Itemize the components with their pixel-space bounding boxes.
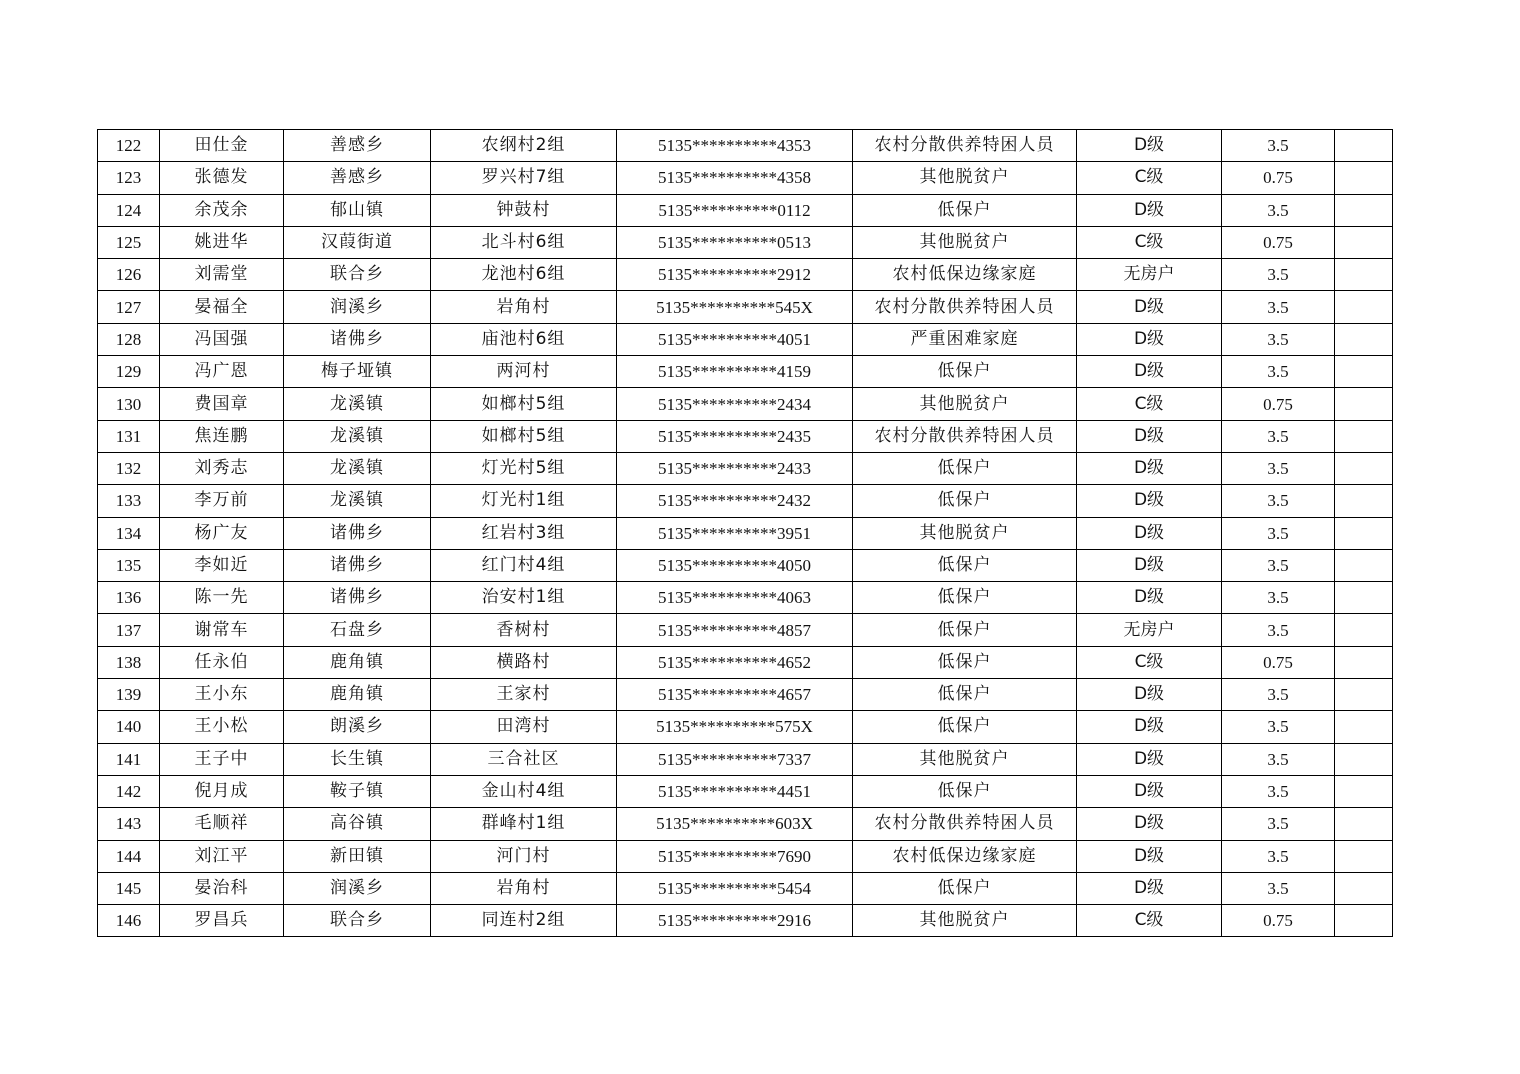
cell-category: 低保户 (853, 582, 1077, 614)
cell-name: 罗昌兵 (160, 905, 284, 937)
cell-serial-number: 124 (98, 194, 160, 226)
cell-category: 农村低保边缘家庭 (853, 840, 1077, 872)
cell-serial-number: 134 (98, 517, 160, 549)
cell-name: 杨广友 (160, 517, 284, 549)
cell-village: 灯光村5组 (431, 452, 617, 484)
table-row (98, 711, 1393, 743)
cell-category: 低保户 (853, 872, 1077, 904)
cell-name: 费国章 (160, 388, 284, 420)
cell-note (1335, 259, 1393, 291)
table-row (98, 259, 1393, 291)
table-row (98, 356, 1393, 388)
cell-town: 联合乡 (284, 905, 431, 937)
cell-village: 如榔村5组 (431, 420, 617, 452)
cell-name: 冯国强 (160, 323, 284, 355)
cell-grade: 无房户 (1077, 614, 1222, 646)
cell-village: 龙池村6组 (431, 259, 617, 291)
table-row (98, 549, 1393, 581)
cell-grade: C级 (1077, 162, 1222, 194)
table-row (98, 872, 1393, 904)
table-row (98, 743, 1393, 775)
cell-id-number: 5135**********4857 (617, 614, 853, 646)
cell-id-number: 5135**********4063 (617, 582, 853, 614)
cell-village: 香树村 (431, 614, 617, 646)
cell-village: 王家村 (431, 679, 617, 711)
cell-grade: D级 (1077, 130, 1222, 162)
cell-id-number: 5135**********2912 (617, 259, 853, 291)
cell-town: 汉葭街道 (284, 226, 431, 258)
cell-category: 低保户 (853, 775, 1077, 807)
cell-grade: D级 (1077, 452, 1222, 484)
cell-id-number: 5135**********2916 (617, 905, 853, 937)
cell-category: 低保户 (853, 194, 1077, 226)
cell-id-number: 5135**********603X (617, 808, 853, 840)
cell-serial-number: 146 (98, 905, 160, 937)
cell-name: 冯广恩 (160, 356, 284, 388)
table-body (98, 130, 1393, 937)
cell-category: 农村低保边缘家庭 (853, 259, 1077, 291)
table-row (98, 226, 1393, 258)
cell-category: 其他脱贫户 (853, 162, 1077, 194)
cell-grade: D级 (1077, 872, 1222, 904)
cell-id-number: 5135**********4451 (617, 775, 853, 807)
cell-amount: 0.75 (1222, 162, 1335, 194)
cell-category: 低保户 (853, 452, 1077, 484)
cell-category: 低保户 (853, 614, 1077, 646)
cell-serial-number: 129 (98, 356, 160, 388)
cell-grade: D级 (1077, 420, 1222, 452)
cell-category: 其他脱贫户 (853, 226, 1077, 258)
cell-name: 晏福全 (160, 291, 284, 323)
cell-note (1335, 614, 1393, 646)
cell-village: 同连村2组 (431, 905, 617, 937)
cell-grade: D级 (1077, 743, 1222, 775)
cell-town: 诸佛乡 (284, 323, 431, 355)
cell-id-number: 5135**********4051 (617, 323, 853, 355)
cell-grade: D级 (1077, 323, 1222, 355)
cell-amount: 0.75 (1222, 388, 1335, 420)
cell-village: 北斗村6组 (431, 226, 617, 258)
cell-village: 庙池村6组 (431, 323, 617, 355)
cell-serial-number: 130 (98, 388, 160, 420)
cell-town: 润溪乡 (284, 872, 431, 904)
cell-village: 如榔村5组 (431, 388, 617, 420)
cell-village: 罗兴村7组 (431, 162, 617, 194)
table-row (98, 130, 1393, 162)
cell-id-number: 5135**********4657 (617, 679, 853, 711)
cell-town: 善感乡 (284, 162, 431, 194)
cell-id-number: 5135**********2435 (617, 420, 853, 452)
cell-name: 姚进华 (160, 226, 284, 258)
table-row (98, 388, 1393, 420)
table-row (98, 194, 1393, 226)
cell-amount: 0.75 (1222, 646, 1335, 678)
cell-id-number: 5135**********7690 (617, 840, 853, 872)
cell-note (1335, 743, 1393, 775)
cell-category: 低保户 (853, 356, 1077, 388)
cell-amount: 3.5 (1222, 323, 1335, 355)
cell-town: 诸佛乡 (284, 517, 431, 549)
cell-village: 河门村 (431, 840, 617, 872)
cell-note (1335, 582, 1393, 614)
cell-serial-number: 133 (98, 485, 160, 517)
cell-village: 红岩村3组 (431, 517, 617, 549)
cell-note (1335, 549, 1393, 581)
cell-serial-number: 135 (98, 549, 160, 581)
cell-note (1335, 808, 1393, 840)
cell-serial-number: 122 (98, 130, 160, 162)
table-row (98, 808, 1393, 840)
cell-amount: 3.5 (1222, 743, 1335, 775)
cell-serial-number: 138 (98, 646, 160, 678)
cell-note (1335, 517, 1393, 549)
cell-serial-number: 125 (98, 226, 160, 258)
cell-serial-number: 126 (98, 259, 160, 291)
cell-name: 刘江平 (160, 840, 284, 872)
cell-id-number: 5135**********3951 (617, 517, 853, 549)
cell-amount: 3.5 (1222, 291, 1335, 323)
cell-village: 金山村4组 (431, 775, 617, 807)
table-row (98, 323, 1393, 355)
cell-note (1335, 162, 1393, 194)
cell-category: 低保户 (853, 646, 1077, 678)
cell-name: 田仕金 (160, 130, 284, 162)
table-row (98, 485, 1393, 517)
cell-serial-number: 123 (98, 162, 160, 194)
cell-town: 龙溪镇 (284, 420, 431, 452)
cell-id-number: 5135**********4652 (617, 646, 853, 678)
cell-town: 润溪乡 (284, 291, 431, 323)
cell-town: 龙溪镇 (284, 388, 431, 420)
cell-note (1335, 840, 1393, 872)
cell-town: 鹿角镇 (284, 679, 431, 711)
cell-amount: 3.5 (1222, 356, 1335, 388)
cell-grade: D级 (1077, 711, 1222, 743)
cell-name: 张德发 (160, 162, 284, 194)
data-table (97, 129, 1393, 937)
cell-village: 治安村1组 (431, 582, 617, 614)
cell-village: 灯光村1组 (431, 485, 617, 517)
cell-note (1335, 646, 1393, 678)
cell-village: 三合社区 (431, 743, 617, 775)
cell-serial-number: 145 (98, 872, 160, 904)
cell-category: 农村分散供养特困人员 (853, 808, 1077, 840)
cell-id-number: 5135**********2434 (617, 388, 853, 420)
cell-village: 田湾村 (431, 711, 617, 743)
cell-serial-number: 132 (98, 452, 160, 484)
cell-category: 低保户 (853, 549, 1077, 581)
cell-grade: D级 (1077, 808, 1222, 840)
cell-category: 其他脱贫户 (853, 517, 1077, 549)
cell-category: 农村分散供养特困人员 (853, 291, 1077, 323)
cell-grade: D级 (1077, 194, 1222, 226)
cell-amount: 3.5 (1222, 808, 1335, 840)
cell-amount: 3.5 (1222, 840, 1335, 872)
cell-note (1335, 323, 1393, 355)
cell-name: 陈一先 (160, 582, 284, 614)
cell-serial-number: 144 (98, 840, 160, 872)
cell-name: 毛顺祥 (160, 808, 284, 840)
cell-amount: 3.5 (1222, 259, 1335, 291)
cell-village: 红门村4组 (431, 549, 617, 581)
cell-town: 联合乡 (284, 259, 431, 291)
cell-amount: 3.5 (1222, 452, 1335, 484)
cell-village: 群峰村1组 (431, 808, 617, 840)
cell-town: 诸佛乡 (284, 582, 431, 614)
table-row (98, 905, 1393, 937)
cell-amount: 0.75 (1222, 905, 1335, 937)
cell-village: 岩角村 (431, 872, 617, 904)
cell-name: 王小东 (160, 679, 284, 711)
cell-serial-number: 128 (98, 323, 160, 355)
cell-category: 其他脱贫户 (853, 743, 1077, 775)
cell-town: 郁山镇 (284, 194, 431, 226)
cell-note (1335, 711, 1393, 743)
cell-id-number: 5135**********4358 (617, 162, 853, 194)
cell-town: 龙溪镇 (284, 452, 431, 484)
cell-category: 其他脱贫户 (853, 388, 1077, 420)
table-row (98, 646, 1393, 678)
cell-amount: 3.5 (1222, 420, 1335, 452)
cell-town: 善感乡 (284, 130, 431, 162)
cell-town: 诸佛乡 (284, 549, 431, 581)
cell-grade: D级 (1077, 485, 1222, 517)
cell-town: 鹿角镇 (284, 646, 431, 678)
table-row (98, 679, 1393, 711)
cell-serial-number: 140 (98, 711, 160, 743)
table-row (98, 775, 1393, 807)
cell-amount: 3.5 (1222, 582, 1335, 614)
cell-town: 梅子垭镇 (284, 356, 431, 388)
cell-town: 龙溪镇 (284, 485, 431, 517)
cell-name: 李万前 (160, 485, 284, 517)
cell-amount: 3.5 (1222, 775, 1335, 807)
cell-village: 钟鼓村 (431, 194, 617, 226)
cell-name: 刘秀志 (160, 452, 284, 484)
cell-id-number: 5135**********2433 (617, 452, 853, 484)
cell-serial-number: 137 (98, 614, 160, 646)
cell-serial-number: 139 (98, 679, 160, 711)
cell-amount: 3.5 (1222, 485, 1335, 517)
cell-serial-number: 143 (98, 808, 160, 840)
cell-town: 长生镇 (284, 743, 431, 775)
cell-id-number: 5135**********0513 (617, 226, 853, 258)
cell-town: 新田镇 (284, 840, 431, 872)
cell-name: 李如近 (160, 549, 284, 581)
cell-id-number: 5135**********2432 (617, 485, 853, 517)
cell-amount: 3.5 (1222, 872, 1335, 904)
cell-serial-number: 136 (98, 582, 160, 614)
cell-village: 两河村 (431, 356, 617, 388)
cell-id-number: 5135**********7337 (617, 743, 853, 775)
table-row (98, 291, 1393, 323)
cell-note (1335, 775, 1393, 807)
cell-note (1335, 905, 1393, 937)
table-row (98, 420, 1393, 452)
cell-note (1335, 130, 1393, 162)
cell-category: 低保户 (853, 711, 1077, 743)
cell-name: 王子中 (160, 743, 284, 775)
cell-grade: D级 (1077, 582, 1222, 614)
cell-name: 谢常车 (160, 614, 284, 646)
cell-category: 低保户 (853, 679, 1077, 711)
table-row (98, 614, 1393, 646)
cell-grade: D级 (1077, 775, 1222, 807)
cell-town: 高谷镇 (284, 808, 431, 840)
cell-village: 横路村 (431, 646, 617, 678)
cell-grade: C级 (1077, 646, 1222, 678)
cell-name: 刘需堂 (160, 259, 284, 291)
cell-amount: 0.75 (1222, 226, 1335, 258)
cell-grade: D级 (1077, 549, 1222, 581)
cell-grade: C级 (1077, 388, 1222, 420)
cell-serial-number: 142 (98, 775, 160, 807)
cell-category: 其他脱贫户 (853, 905, 1077, 937)
cell-note (1335, 452, 1393, 484)
cell-name: 焦连鹏 (160, 420, 284, 452)
cell-id-number: 5135**********0112 (617, 194, 853, 226)
cell-serial-number: 131 (98, 420, 160, 452)
cell-note (1335, 485, 1393, 517)
cell-category: 农村分散供养特困人员 (853, 420, 1077, 452)
cell-amount: 3.5 (1222, 711, 1335, 743)
table-row (98, 840, 1393, 872)
cell-serial-number: 127 (98, 291, 160, 323)
cell-id-number: 5135**********4050 (617, 549, 853, 581)
cell-id-number: 5135**********4159 (617, 356, 853, 388)
cell-id-number: 5135**********4353 (617, 130, 853, 162)
cell-note (1335, 679, 1393, 711)
cell-note (1335, 291, 1393, 323)
cell-id-number: 5135**********5454 (617, 872, 853, 904)
cell-id-number: 5135**********575X (617, 711, 853, 743)
cell-note (1335, 226, 1393, 258)
cell-grade: D级 (1077, 356, 1222, 388)
cell-amount: 3.5 (1222, 194, 1335, 226)
cell-amount: 3.5 (1222, 614, 1335, 646)
cell-grade: C级 (1077, 226, 1222, 258)
cell-note (1335, 420, 1393, 452)
cell-amount: 3.5 (1222, 549, 1335, 581)
cell-town: 鞍子镇 (284, 775, 431, 807)
cell-village: 农纲村2组 (431, 130, 617, 162)
cell-village: 岩角村 (431, 291, 617, 323)
cell-grade: D级 (1077, 840, 1222, 872)
cell-name: 王小松 (160, 711, 284, 743)
cell-amount: 3.5 (1222, 679, 1335, 711)
cell-note (1335, 388, 1393, 420)
cell-note (1335, 194, 1393, 226)
cell-grade: C级 (1077, 905, 1222, 937)
cell-name: 余茂余 (160, 194, 284, 226)
cell-category: 低保户 (853, 485, 1077, 517)
cell-note (1335, 356, 1393, 388)
cell-grade: 无房户 (1077, 259, 1222, 291)
cell-town: 石盘乡 (284, 614, 431, 646)
cell-name: 晏治科 (160, 872, 284, 904)
cell-amount: 3.5 (1222, 130, 1335, 162)
table-row (98, 162, 1393, 194)
cell-serial-number: 141 (98, 743, 160, 775)
table-row (98, 582, 1393, 614)
cell-note (1335, 872, 1393, 904)
cell-name: 任永伯 (160, 646, 284, 678)
table-row (98, 517, 1393, 549)
cell-amount: 3.5 (1222, 517, 1335, 549)
cell-category: 农村分散供养特困人员 (853, 130, 1077, 162)
cell-grade: D级 (1077, 517, 1222, 549)
cell-grade: D级 (1077, 291, 1222, 323)
cell-town: 朗溪乡 (284, 711, 431, 743)
cell-name: 倪月成 (160, 775, 284, 807)
cell-category: 严重困难家庭 (853, 323, 1077, 355)
table-row (98, 452, 1393, 484)
cell-grade: D级 (1077, 679, 1222, 711)
cell-id-number: 5135**********545X (617, 291, 853, 323)
